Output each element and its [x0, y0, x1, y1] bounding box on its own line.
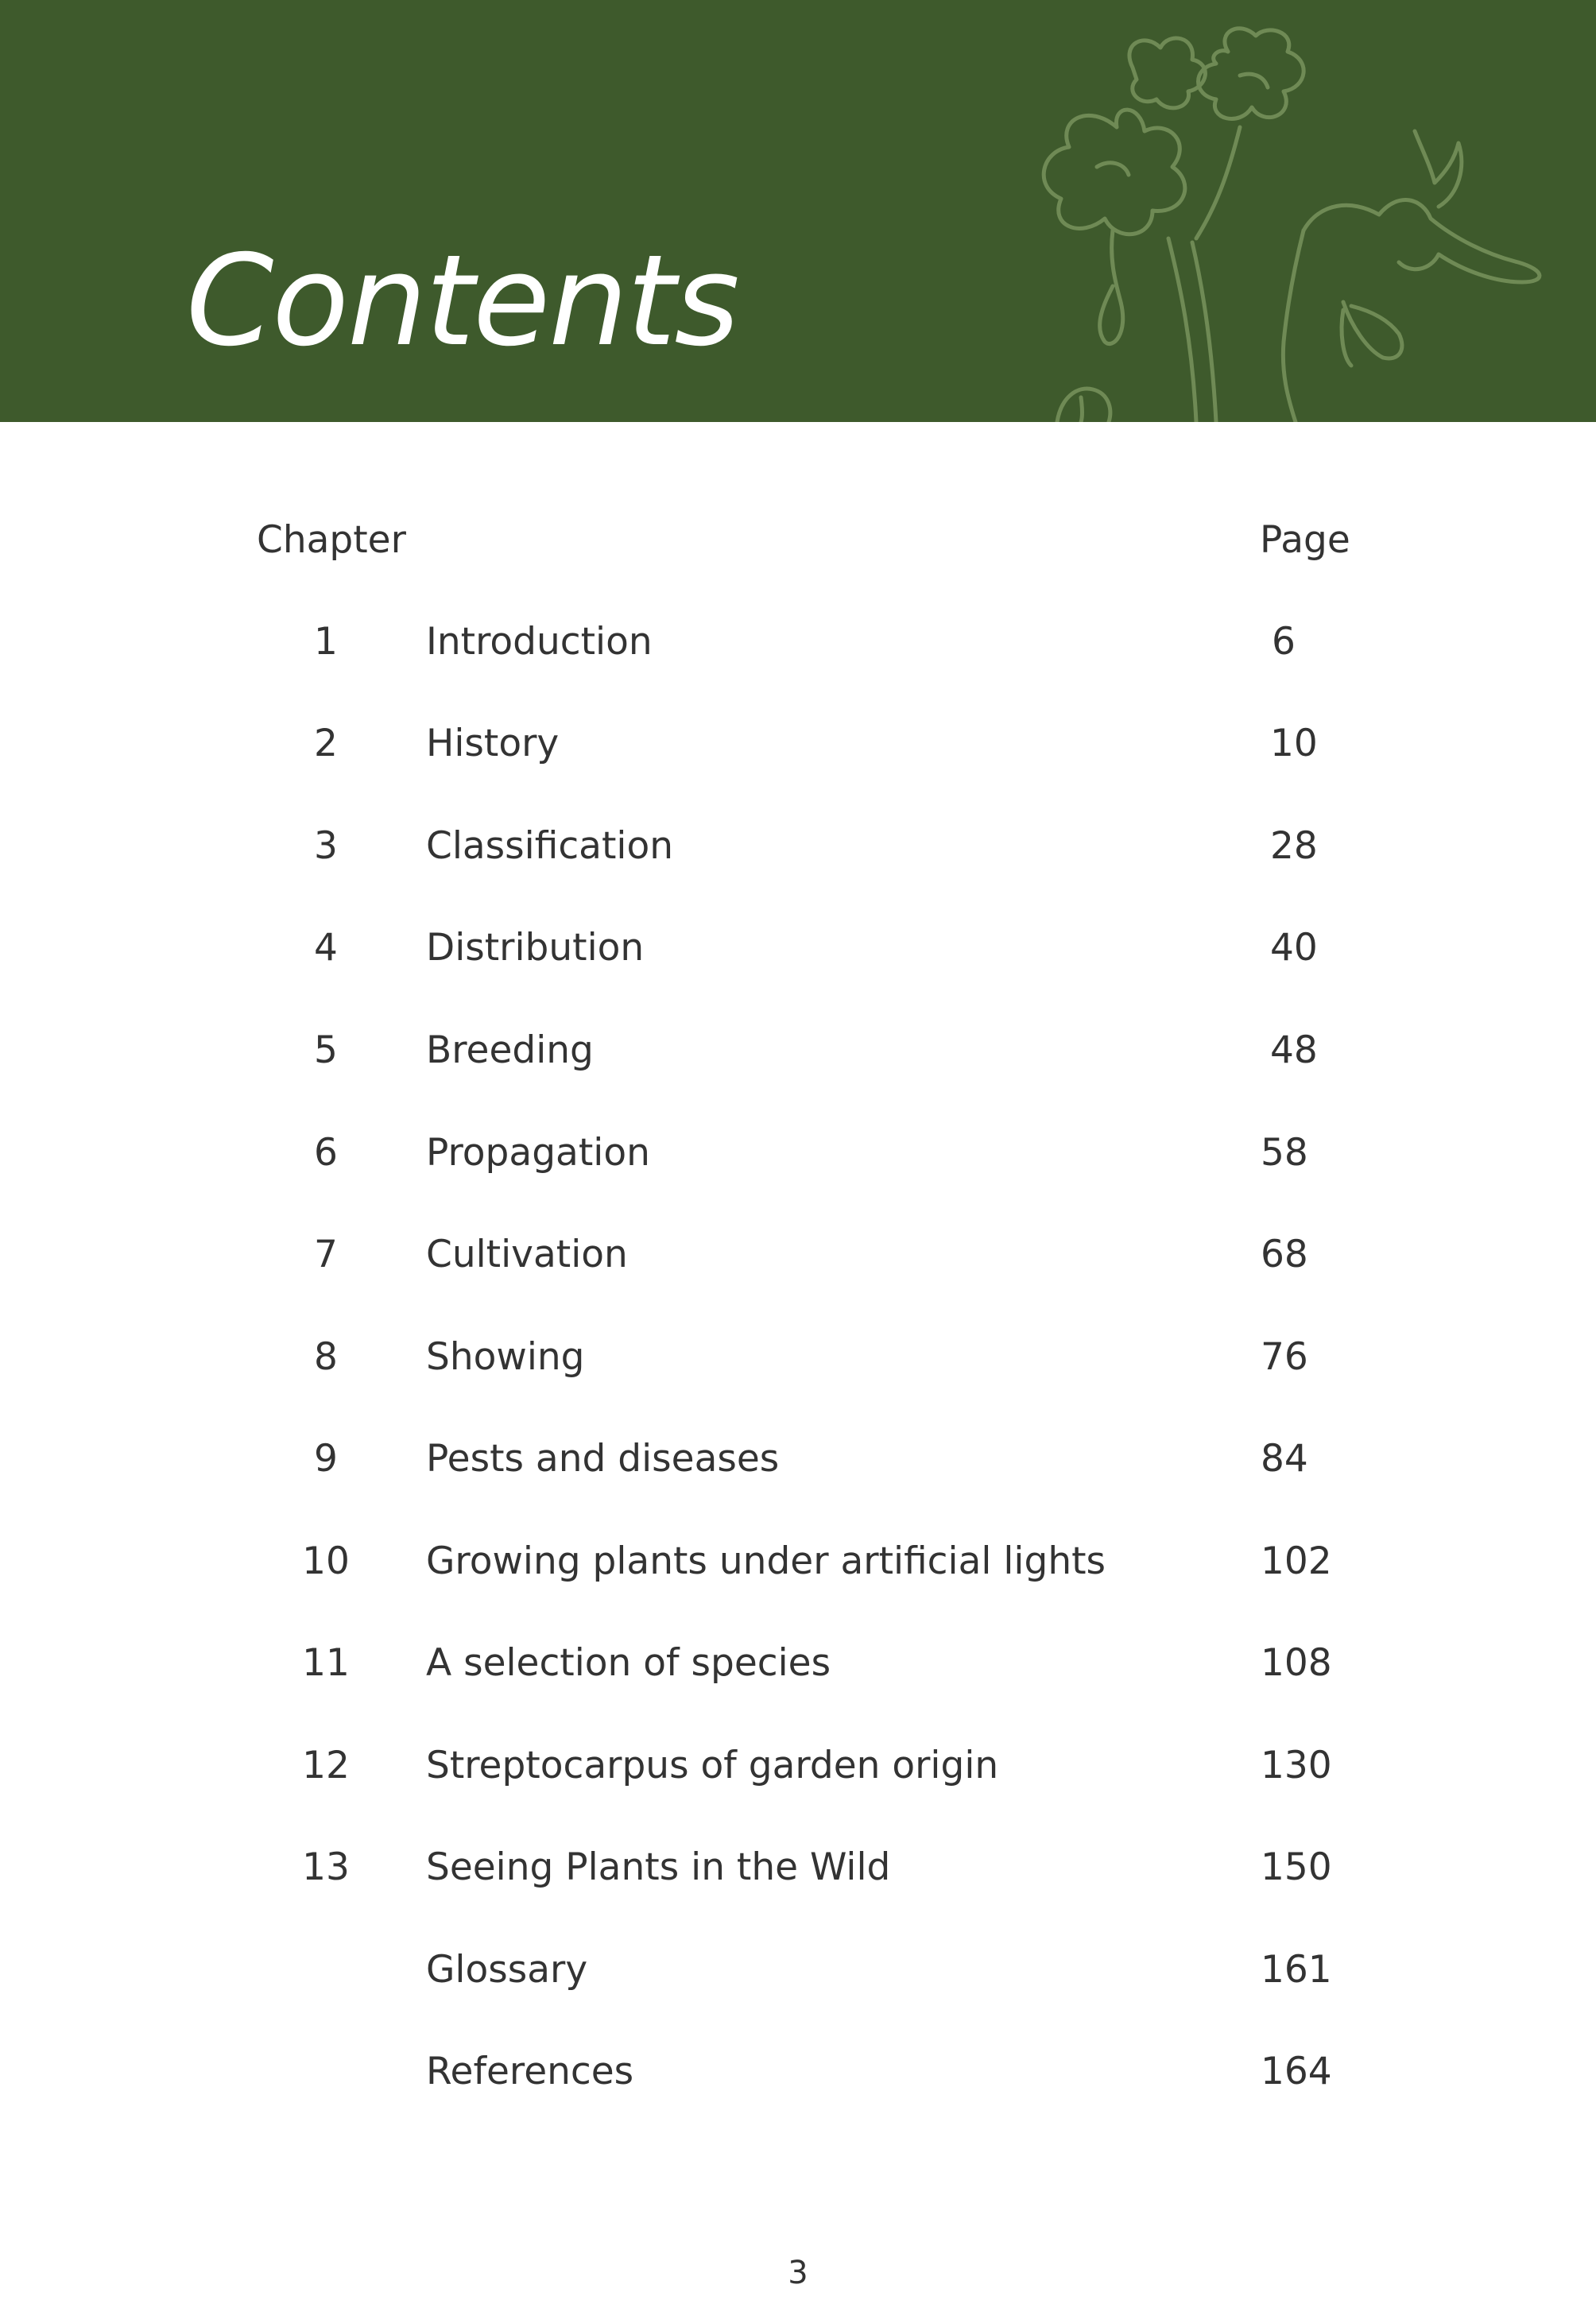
- chapter-number: 1: [314, 620, 338, 664]
- page-number: 6: [1272, 620, 1296, 664]
- chapter-number: 6: [314, 1131, 338, 1175]
- toc-header-row: [0, 509, 1596, 572]
- toc-row: [0, 1734, 1596, 1798]
- page-title: Contents: [186, 228, 738, 374]
- page-number: 40: [1270, 926, 1318, 970]
- chapter-title: References: [426, 2050, 634, 2093]
- chapter-title: Cultivation: [426, 1233, 628, 1276]
- toc-row: [0, 1530, 1596, 1593]
- page-number: 68: [1261, 1233, 1308, 1276]
- chapter-title: Introduction: [426, 620, 653, 664]
- chapter-number: 13: [302, 1845, 350, 1889]
- chapter-title: Seeing Plants in the Wild: [426, 1845, 891, 1889]
- page-number: 161: [1261, 1948, 1332, 1992]
- chapter-title: Breeding: [426, 1028, 594, 1072]
- page-number: 58: [1261, 1131, 1308, 1175]
- toc-row: [0, 610, 1596, 674]
- toc-row: [0, 1938, 1596, 2002]
- page-number: 102: [1261, 1539, 1332, 1583]
- page-number: 28: [1270, 824, 1318, 868]
- page-number: 76: [1261, 1335, 1308, 1379]
- header-band: [0, 0, 1596, 422]
- toc-row: [0, 1836, 1596, 1899]
- chapter-number: 11: [302, 1641, 350, 1685]
- toc-row: [0, 1019, 1596, 1082]
- toc-row: [0, 1223, 1596, 1287]
- chapter-number: 3: [314, 824, 338, 868]
- toc-row: [0, 2040, 1596, 2104]
- chapter-number: 4: [314, 926, 338, 970]
- chapter-title: Classification: [426, 824, 673, 868]
- chapter-title: Pests and diseases: [426, 1437, 780, 1481]
- chapter-title: History: [426, 722, 560, 765]
- chapter-number: 2: [314, 722, 338, 765]
- page-number: 10: [1270, 722, 1318, 765]
- chapter-number: 12: [302, 1744, 350, 1787]
- toc-row: [0, 815, 1596, 878]
- chapter-title: Glossary: [426, 1948, 588, 1992]
- page-number: 84: [1261, 1437, 1308, 1481]
- toc-row: [0, 1632, 1596, 1695]
- chapter-title: Showing: [426, 1335, 585, 1379]
- chapter-number: 8: [314, 1335, 338, 1379]
- page-number: 130: [1261, 1744, 1332, 1787]
- toc-row: [0, 1427, 1596, 1491]
- chapter-number: 9: [314, 1437, 338, 1481]
- chapter-number: 10: [302, 1539, 350, 1583]
- toc-row: [0, 712, 1596, 776]
- page-number: 150: [1261, 1845, 1332, 1889]
- page-number: 108: [1261, 1641, 1332, 1685]
- chapter-number: 5: [314, 1028, 338, 1072]
- toc-row: [0, 916, 1596, 980]
- page-column-heading: Page: [1260, 518, 1350, 562]
- toc-row: [0, 1326, 1596, 1389]
- page-number: 48: [1270, 1028, 1318, 1072]
- chapter-column-heading: Chapter: [257, 518, 406, 562]
- chapter-title: A selection of species: [426, 1641, 831, 1685]
- chapter-number: 7: [314, 1233, 338, 1276]
- chapter-title: Streptocarpus of garden origin: [426, 1744, 999, 1787]
- page-number: 164: [1261, 2050, 1332, 2093]
- chapter-title: Distribution: [426, 926, 645, 970]
- toc-row: [0, 1121, 1596, 1185]
- chapter-title: Propagation: [426, 1131, 650, 1175]
- folio-page-number: 3: [788, 2255, 808, 2291]
- chapter-title: Growing plants under artificial lights: [426, 1539, 1106, 1583]
